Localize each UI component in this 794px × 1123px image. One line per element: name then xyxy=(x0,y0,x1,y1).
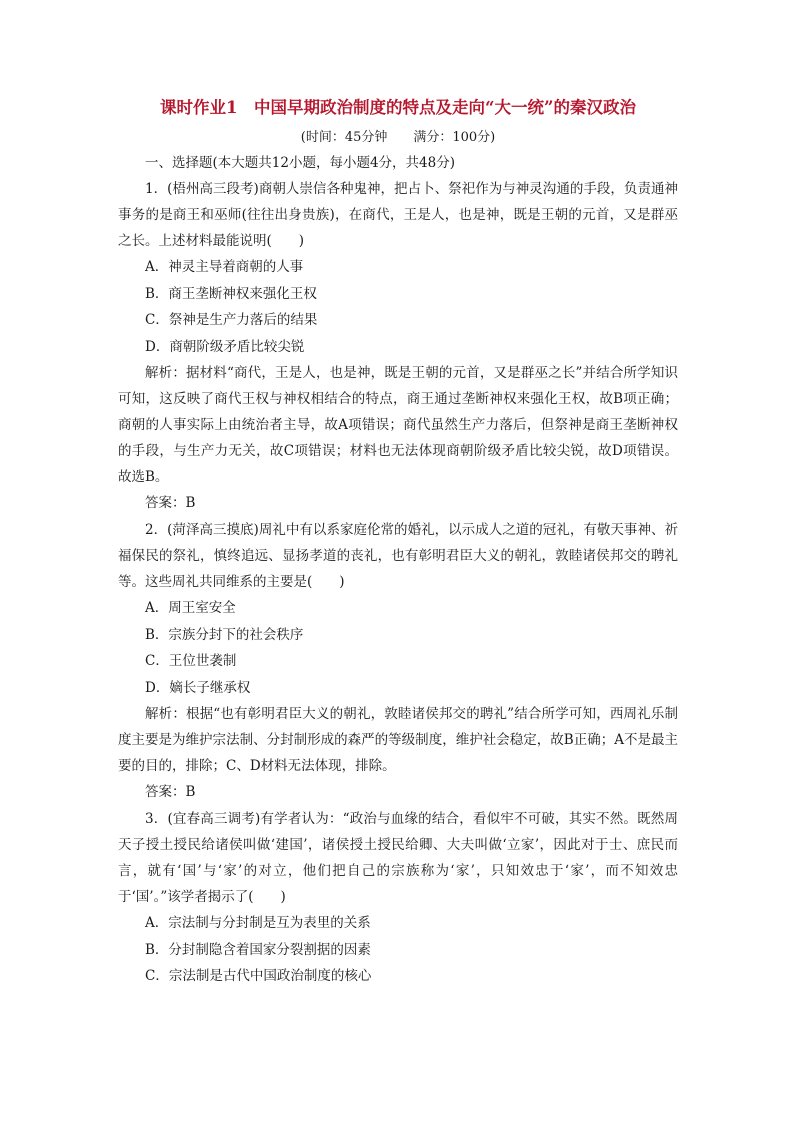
question-1-option-d: D．商朝阶级矛盾比较尖锐 xyxy=(145,338,305,355)
question-3-option-a: A．宗法制与分封制是互为表里的关系 xyxy=(145,915,371,931)
document-content xyxy=(118,96,678,990)
question-1-option-a: A．神灵主导着商朝的人事 xyxy=(145,259,304,275)
question-2-stem: 2．(菏泽高三摸底)周礼中有以系家庭伦常的婚礼，以示成人之道的冠礼，有敬天事神、祈福保民的祭礼，慎终追远、显扬孝道的丧礼，也有彰明君臣大义的朝礼，敦睦诸侯邦交的聘礼等。这些周礼共同维系的主要是( ) xyxy=(118,522,678,590)
question-1-option-b: B．商王垄断神权来强化王权 xyxy=(145,285,317,302)
question-2-option-c: C．王位世袭制 xyxy=(145,653,237,669)
question-1-answer: 答案：B xyxy=(145,495,196,511)
question-2-analysis: 解析：根据“也有彰明君臣大义的朝礼，敦睦诸侯邦交的聘礼”结合所学可知，西周礼乐制度主要是为维护宗法制、分封制形成的森严的等级制度，维护社会稳定，故B正确；A不是最主要的目的，排除；C、D材料无法体现，排除。 xyxy=(118,706,678,774)
document-title: 课时作业1 中国早期政治制度的特点及走向“大一统”的秦汉政治 xyxy=(160,98,636,117)
question-3-option-c: C．宗法制是古代中国政治制度的核心 xyxy=(145,968,372,984)
question-2-option-d: D．嫡长子继承权 xyxy=(145,679,251,696)
section-heading: 一、选择题(本大题共12小题，每小题4分，共48分) xyxy=(145,155,455,171)
question-1-stem: 1．(梧州高三段考)商朝人崇信各种鬼神，把占卜、祭祀作为与神灵沟通的手段，负责通神事务的是商王和巫师(往往出身贵族)，在商代，王是人，也是神，既是王朝的元首，又是群巫之长。上述材料最能说明( ) xyxy=(118,181,678,249)
question-3-stem: 3．(宜春高三调考)有学者认为：“政治与血缘的结合，看似牢不可破，其实不然。既然周天子授土授民给诸侯叫做‘建国’，诸侯授土授民给卿、大夫叫做‘立家’，因此对于士、庶民而言，就有‘国’与‘家’的对立，他们把自己的宗族称为‘家’，只知效忠于‘家’，而不知效忠于‘国’。”该学者揭示了( ) xyxy=(118,811,678,905)
question-1-option-c: C．祭神是生产力落后的结果 xyxy=(145,312,318,328)
document-subtitle: (时间：45分钟 满分：100分) xyxy=(300,130,496,145)
question-2-option-a: A．周王室安全 xyxy=(145,600,236,616)
question-1-analysis: 解析：据材料“商代，王是人，也是神，既是王朝的元首，又是群巫之长”并结合所学知识可知，这反映了商代王权与神权相结合的特点，商王通过垄断神权来强化王权，故B项正确；商朝的人事实际上由统治者主导，故A项错误；商代虽然生产力落后，但祭神是商王垄断神权的手段，与生产力无关，故C项错误；材料也无法体现商朝阶级矛盾比较尖锐，故D项错误。故选B。 xyxy=(118,365,678,485)
question-2-answer: 答案：B xyxy=(145,784,196,800)
question-2-option-b: B．宗族分封下的社会秩序 xyxy=(145,626,304,643)
question-3-option-b: B．分封制隐含着国家分裂割据的因素 xyxy=(145,941,371,958)
